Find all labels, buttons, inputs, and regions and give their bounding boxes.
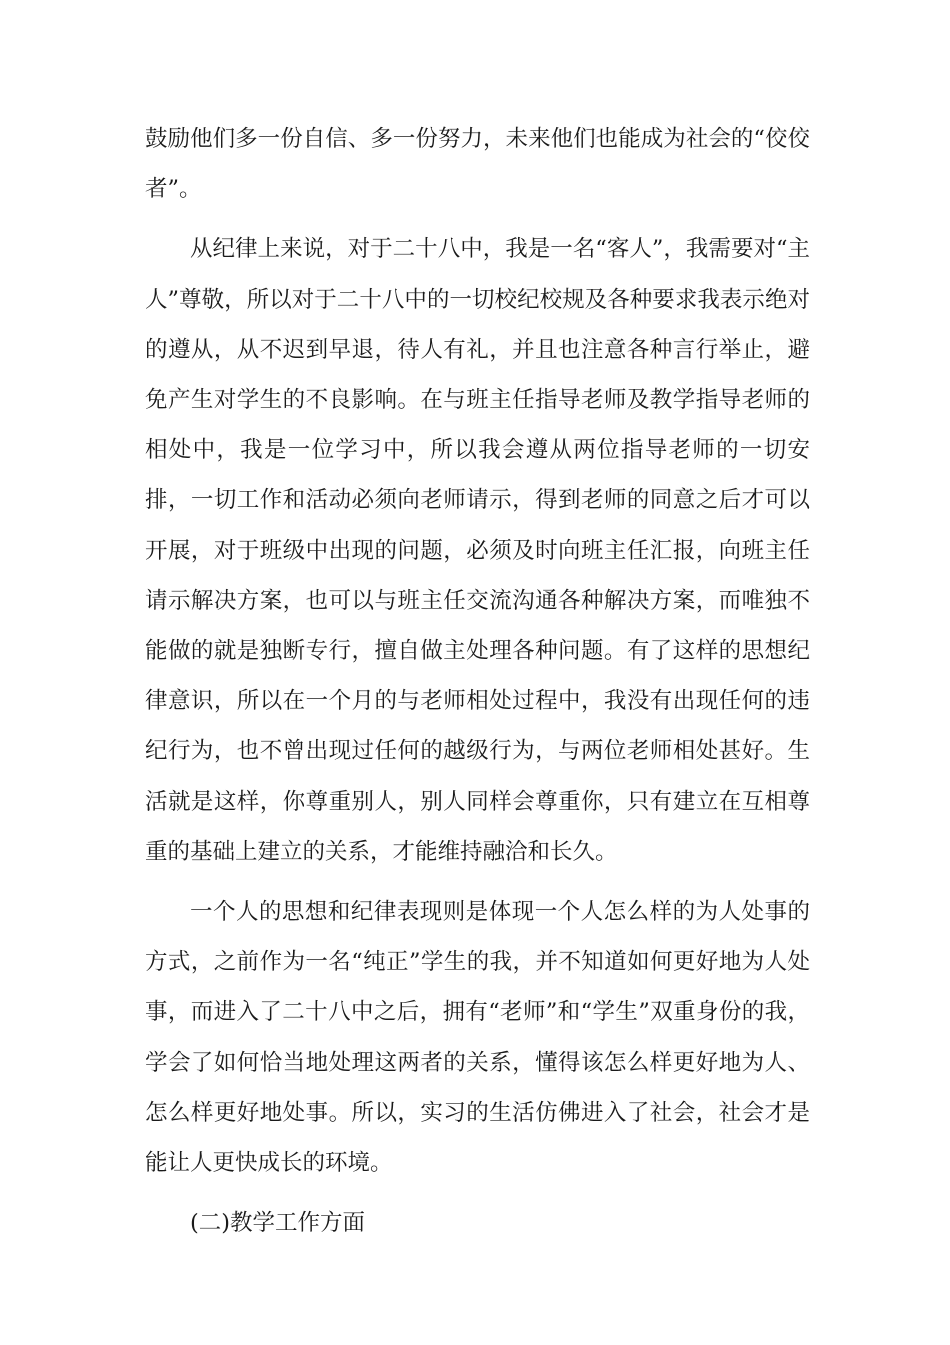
section-heading-teaching: (二)教学工作方面 <box>190 1210 366 1237</box>
paragraph-conduct: 一个人的思想和纪律表现则是体现一个人怎么样的为人处事的方式，之前作为一名“纯正”学生的我，并不知道如何更好地为人处事，而进入了二十八中之后，拥有“老师”和“学生”双重身份的我，学会了如何恰当地处理这两者的关系，懂得该怎么样更好地为人、怎么样更好地处事。所以，实习的生活仿佛进入了社会，社会才是能让人更快成长的环境。 <box>145 899 810 1177</box>
paragraph-continuation: 鼓励他们多一份自信、多一份努力，未来他们也能成为社会的“佼佼者”。 <box>145 126 810 203</box>
document-body <box>145 114 810 1248</box>
paragraph-discipline: 从纪律上来说，对于二十八中，我是一名“客人”，我需要对“主人”尊敬，所以对于二十八中的一切校纪校规及各种要求我表示绝对的遵从，从不迟到早退，待人有礼，并且也注意各种言行举止，避免产生对学生的不良影响。在与班主任指导老师及教学指导老师的相处中，我是一位学习中，所以我会遵从两位指导老师的一切安排，一切工作和活动必须向老师请示，得到老师的同意之后才可以开展，对于班级中出现的问题，必须及时向班主任汇报，向班主任请示解决方案，也可以与班主任交流沟通各种解决方案，而唯独不能做的就是独断专行，擅自做主处理各种问题。有了这样的思想纪律意识，所以在一个月的与老师相处过程中，我没有出现任何的违纪行为，也不曾出现过任何的越级行为，与两位老师相处甚好。生活就是这样，你尊重别人，别人同样会尊重你，只有建立在互相尊重的基础上建立的关系，才能维持融洽和长久。 <box>145 236 810 865</box>
